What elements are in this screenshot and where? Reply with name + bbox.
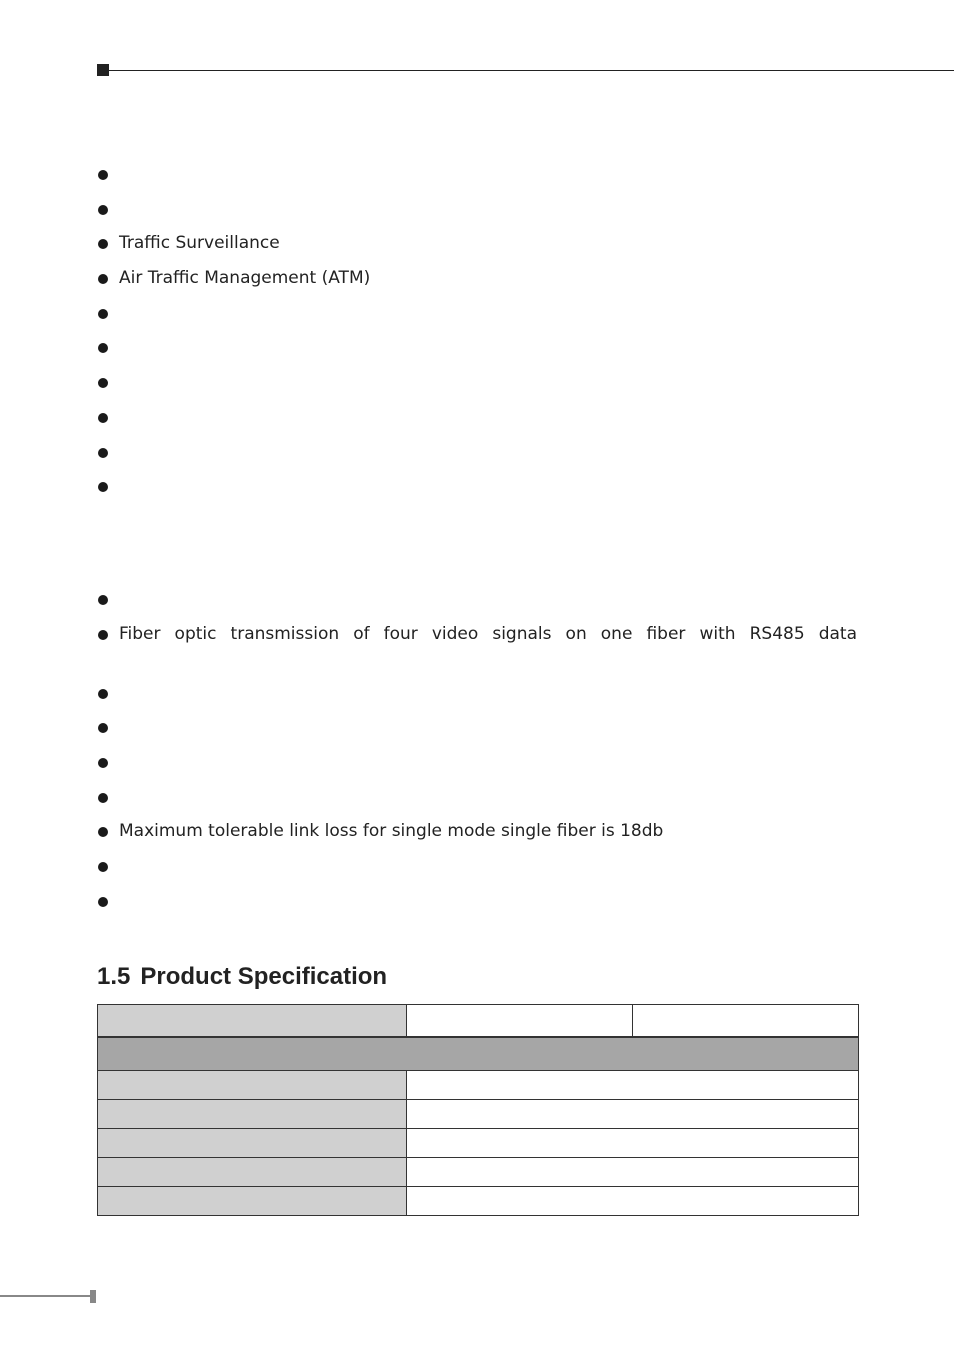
table-row: [98, 1187, 859, 1216]
footer-tick-mark: [90, 1290, 96, 1303]
list-item: [97, 752, 857, 787]
bullet-icon: [98, 595, 108, 605]
footer-rule: [0, 1295, 91, 1297]
list-item: [97, 589, 857, 624]
bullet-icon: [98, 239, 108, 249]
table-value-cell: [407, 1129, 859, 1158]
table-label-cell: [98, 1100, 407, 1129]
list-item: Air Traffic Management (ATM): [97, 268, 857, 303]
bullet-icon: [98, 758, 108, 768]
list-item: [97, 717, 857, 752]
table-value-cell: [407, 1158, 859, 1187]
list-item: [97, 787, 857, 822]
list-item: Traffic Surveillance: [97, 233, 857, 268]
header-rule: [109, 70, 954, 71]
table-value-cell: [407, 1100, 859, 1129]
table-group-row: [98, 1037, 859, 1071]
list-item: [97, 372, 857, 407]
list-item: [97, 856, 857, 891]
table-label-cell: [98, 1187, 407, 1216]
list-item: [97, 164, 857, 199]
bullet-icon: [98, 482, 108, 492]
table-row: [98, 1100, 859, 1129]
table-label-cell: [98, 1158, 407, 1187]
application-list: [97, 164, 857, 511]
bullet-icon: [98, 170, 108, 180]
section-heading: [97, 963, 387, 991]
list-item: [97, 199, 857, 234]
bullet-icon: [98, 827, 108, 837]
table-header-cell: [407, 1005, 633, 1038]
table-value-cell: [407, 1071, 859, 1100]
bullet-icon: [98, 630, 108, 640]
header-square-mark: [97, 64, 109, 76]
bullet-icon: [98, 723, 108, 733]
table-row: [98, 1005, 859, 1038]
bullet-icon: [98, 413, 108, 423]
list-item: [97, 337, 857, 372]
bullet-icon: [98, 897, 108, 907]
list-item: [97, 442, 857, 477]
list-item: [97, 407, 857, 442]
feature-list: [97, 589, 857, 926]
table-header-cell: [633, 1005, 859, 1038]
bullet-icon: [98, 689, 108, 699]
bullet-icon: [98, 205, 108, 215]
list-item: Fiber optic transmission of four video signals on one fiber with RS485 data: [97, 624, 857, 683]
bullet-icon: [98, 309, 108, 319]
table-label-cell: [98, 1129, 407, 1158]
bullet-icon: [98, 862, 108, 872]
bullet-icon: [98, 793, 108, 803]
list-item: [97, 476, 857, 511]
table-header-label-cell: [98, 1005, 407, 1038]
list-item: Maximum tolerable link loss for single mode single fiber is 18db: [97, 821, 857, 856]
bullet-icon: [98, 343, 108, 353]
bullet-icon: [98, 274, 108, 284]
section-title: Product Specification: [140, 963, 388, 990]
list-item: [97, 303, 857, 338]
section-number: 1.5: [97, 963, 131, 990]
bullet-icon: [98, 378, 108, 388]
table-row: [98, 1158, 859, 1187]
table-row: [98, 1129, 859, 1158]
table-row: [98, 1071, 859, 1100]
list-item: [97, 891, 857, 926]
bullet-icon: [98, 448, 108, 458]
table-label-cell: [98, 1071, 407, 1100]
table-value-cell: [407, 1187, 859, 1216]
table-group-cell: [98, 1037, 859, 1071]
spec-table: [97, 1004, 859, 1216]
list-item: [97, 683, 857, 718]
